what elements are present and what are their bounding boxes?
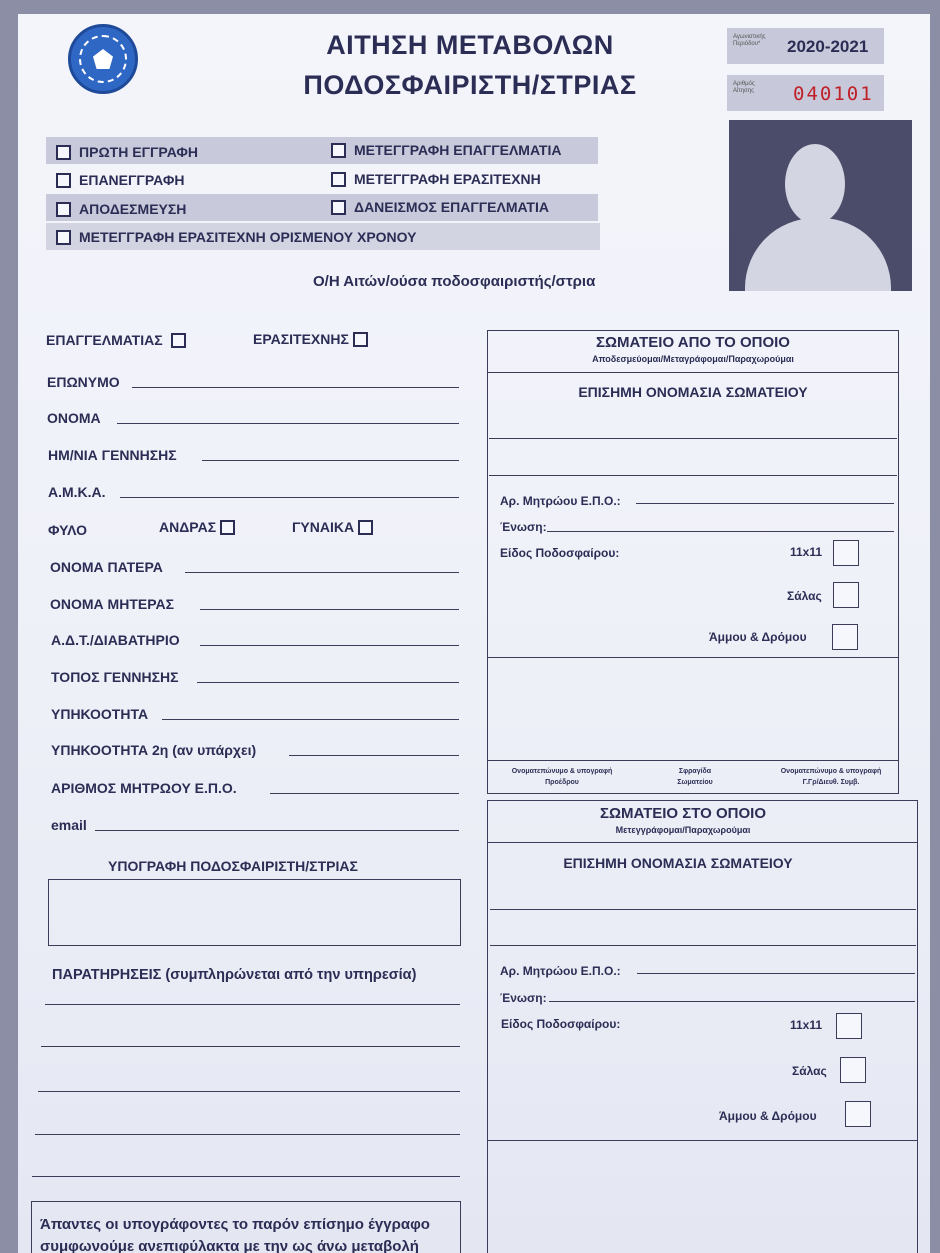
nationality-label: ΥΠΗΚΟΟΤΗΤΑ bbox=[51, 706, 149, 722]
option-transfer-amateur[interactable] bbox=[331, 171, 541, 187]
club-from-type-futsal-label: Σάλας bbox=[787, 589, 822, 603]
birthdate-label: ΗΜ/ΝΙΑ ΓΕΝΝΗΣΗΣ bbox=[48, 447, 177, 463]
photo-placeholder[interactable] bbox=[729, 120, 912, 291]
club-from-football-type-label: Είδος Ποδοσφαίρου: bbox=[500, 546, 620, 560]
checkbox[interactable] bbox=[171, 333, 186, 348]
amateur-label: ΕΡΑΣΙΤΕΧΝΗΣ bbox=[253, 331, 349, 347]
club-to-registry-label: Αρ. Μητρώου Ε.Π.Ο.: bbox=[500, 964, 621, 978]
club-from-type-11x11-checkbox[interactable] bbox=[833, 540, 859, 566]
club-from-type-futsal-checkbox[interactable] bbox=[833, 582, 859, 608]
option-first-registration[interactable] bbox=[56, 144, 198, 160]
sign-caption: Ονοματεπώνυμο & υπογραφή bbox=[780, 768, 882, 775]
club-from-union-label: Ένωση: bbox=[500, 520, 547, 534]
agreement-box bbox=[31, 1201, 461, 1253]
club-to-official-name-label: ΕΠΙΣΗΜΗ ΟΝΟΜΑΣΙΑ ΣΩΜΑΤΕΙΟΥ bbox=[563, 855, 793, 871]
checkbox[interactable] bbox=[353, 332, 368, 347]
option-label: ΔΑΝΕΙΣΜΟΣ ΕΠΑΓΓΕΛΜΑΤΙΑ bbox=[354, 199, 549, 215]
sign-caption: Γ.Γρ/Διευθ. Συμβ. bbox=[802, 779, 860, 786]
nationality2-label: ΥΠΗΚΟΟΤΗΤΑ 2η (αν υπάρχει) bbox=[51, 742, 257, 758]
male-label: ΑΝΔΡΑΣ bbox=[159, 519, 217, 535]
remarks-line[interactable] bbox=[41, 1046, 460, 1047]
application-number-label: Αριθμός Αίτησης bbox=[733, 81, 755, 94]
epo-registry-field[interactable] bbox=[270, 780, 459, 794]
remarks-line[interactable] bbox=[45, 1004, 460, 1005]
amka-label: Α.Μ.Κ.Α. bbox=[48, 484, 106, 500]
female-label: ΓΥΝΑΙΚΑ bbox=[292, 519, 355, 535]
club-to-title: ΣΩΜΑΤΕΙΟ ΣΤΟ ΟΠΟΙΟ bbox=[599, 805, 766, 822]
checkbox[interactable] bbox=[56, 202, 71, 217]
club-to-type-futsal-checkbox[interactable] bbox=[840, 1057, 866, 1083]
birthdate-field[interactable] bbox=[202, 447, 459, 461]
club-from-name-line[interactable] bbox=[489, 425, 897, 439]
surname-field[interactable] bbox=[132, 374, 459, 388]
applicant-title: Ο/Η Αιτών/ούσα ποδοσφαιριστής/στρια bbox=[313, 273, 596, 290]
birthplace-label: ΤΟΠΟΣ ΓΕΝΝΗΣΗΣ bbox=[51, 669, 179, 685]
remarks-line[interactable] bbox=[32, 1176, 460, 1177]
surname-label: ΕΠΩΝΥΜΟ bbox=[47, 374, 120, 390]
club-from-registry-field[interactable] bbox=[636, 490, 894, 504]
silhouette-body-icon bbox=[745, 218, 891, 291]
form-title-line2: ΠΟΔΟΣΦΑΙΡΙΣΤΗ/ΣΤΡΙΑΣ bbox=[303, 70, 637, 100]
amka-field[interactable] bbox=[120, 484, 459, 498]
remarks-line[interactable] bbox=[35, 1134, 460, 1135]
club-to-type-beach-checkbox[interactable] bbox=[845, 1101, 871, 1127]
amateur-option[interactable] bbox=[253, 331, 376, 347]
sign-caption: Ονοματεπώνυμο & υπογραφή bbox=[511, 768, 613, 775]
club-from-type-11x11-label: 11x11 bbox=[790, 545, 823, 559]
option-label: ΜΕΤΕΓΓΡΑΦΗ ΕΡΑΣΙΤΕΧΝΗ bbox=[354, 171, 541, 187]
id-passport-field[interactable] bbox=[200, 632, 459, 646]
club-from-type-beach-label: Άμμου & Δρόμου bbox=[709, 630, 807, 644]
mother-name-label: ΟΝΟΜΑ ΜΗΤΕΡΑΣ bbox=[50, 596, 175, 612]
club-from-sign-divider bbox=[488, 644, 898, 658]
name-label: ΟΝΟΜΑ bbox=[47, 410, 101, 426]
checkbox[interactable] bbox=[56, 230, 71, 245]
remarks-line[interactable] bbox=[38, 1091, 460, 1092]
nationality2-field[interactable] bbox=[289, 742, 459, 756]
checkbox[interactable] bbox=[331, 200, 346, 215]
sign-caption: Σφραγίδα bbox=[678, 768, 712, 775]
gender-label: ΦΥΛΟ bbox=[48, 522, 88, 538]
club-to-name-line[interactable] bbox=[490, 932, 916, 946]
option-label: ΕΠΑΝΕΓΓΡΑΦΗ bbox=[79, 172, 185, 188]
period-value[interactable]: 2020-2021 bbox=[787, 37, 869, 56]
club-to-sign-divider bbox=[488, 1127, 917, 1141]
option-label: ΠΡΩΤΗ ΕΓΓΡΑΦΗ bbox=[79, 144, 199, 160]
club-to-type-11x11-label: 11x11 bbox=[790, 1018, 823, 1032]
club-from-sign-line bbox=[488, 747, 898, 761]
period-label: Αγωνιστικής Περιόδου* bbox=[733, 34, 766, 47]
checkbox[interactable] bbox=[56, 173, 71, 188]
checkbox[interactable] bbox=[358, 520, 373, 535]
player-signature-box[interactable] bbox=[48, 879, 461, 946]
club-from-secretary-sign[interactable] bbox=[764, 766, 898, 788]
application-number-value: 040101 bbox=[793, 83, 874, 105]
father-name-field[interactable] bbox=[185, 559, 459, 573]
option-label: ΑΠΟΔΕΣΜΕΥΣΗ bbox=[79, 201, 187, 217]
checkbox[interactable] bbox=[220, 520, 235, 535]
club-from-subtitle: Αποδεσμεύομαι/Μεταγράφομαι/Παραχωρούμαι bbox=[592, 354, 794, 364]
mother-name-field[interactable] bbox=[200, 596, 459, 610]
option-transfer-professional[interactable] bbox=[331, 142, 561, 158]
application-number-box bbox=[727, 75, 884, 111]
female-option[interactable] bbox=[292, 519, 381, 535]
club-to-type-11x11-checkbox[interactable] bbox=[836, 1013, 862, 1039]
epo-registry-label: ΑΡΙΘΜΟΣ ΜΗΤΡΩΟΥ Ε.Π.Ο. bbox=[51, 780, 237, 796]
father-name-label: ΟΝΟΜΑ ΠΑΤΕΡΑ bbox=[50, 559, 163, 575]
club-from-official-name-label: ΕΠΙΣΗΜΗ ΟΝΟΜΑΣΙΑ ΣΩΜΑΤΕΙΟΥ bbox=[578, 384, 808, 400]
nationality-field[interactable] bbox=[162, 706, 459, 720]
checkbox[interactable] bbox=[331, 143, 346, 158]
email-field[interactable] bbox=[95, 817, 459, 831]
club-from-union-field[interactable] bbox=[547, 518, 894, 532]
form-title-line1: ΑΙΤΗΣΗ ΜΕΤΑΒΟΛΩΝ bbox=[326, 30, 614, 60]
club-from-seal[interactable] bbox=[660, 766, 730, 788]
checkbox[interactable] bbox=[331, 172, 346, 187]
club-to-union-label: Ένωση: bbox=[500, 991, 547, 1005]
club-to-type-futsal-label: Σάλας bbox=[792, 1064, 827, 1078]
sign-caption: Σωματείου bbox=[677, 779, 713, 786]
club-to-name-line[interactable] bbox=[490, 896, 916, 910]
period-box bbox=[727, 28, 884, 64]
silhouette-head-icon bbox=[785, 144, 845, 224]
birthplace-field[interactable] bbox=[197, 669, 459, 683]
option-release[interactable] bbox=[56, 201, 186, 217]
club-to-subtitle: Μετεγγράφομαι/Παραχωρούμαι bbox=[615, 825, 751, 835]
signature-title: ΥΠΟΓΡΑΦΗ ΠΟΔΟΣΦΑΙΡΙΣΤΗ/ΣΤΡΙΑΣ bbox=[108, 858, 358, 874]
option-label: ΜΕΤΕΓΓΡΑΦΗ ΕΡΑΣΙΤΕΧΝΗ ΟΡΙΣΜΕΝΟΥ ΧΡΟΝΟΥ bbox=[79, 229, 417, 245]
sign-caption: Προέδρου bbox=[545, 779, 579, 786]
name-field[interactable] bbox=[117, 410, 459, 424]
option-reregistration[interactable] bbox=[56, 172, 184, 188]
professional-label: ΕΠΑΓΓΕΛΜΑΤΙΑΣ bbox=[46, 332, 163, 348]
club-to-union-field[interactable] bbox=[549, 988, 915, 1002]
federation-logo bbox=[68, 24, 138, 94]
option-label: ΜΕΤΕΓΓΡΑΦΗ ΕΠΑΓΓΕΛΜΑΤΙΑ bbox=[354, 142, 562, 158]
male-option[interactable] bbox=[159, 519, 243, 535]
club-from-title: ΣΩΜΑΤΕΙΟ ΑΠΟ ΤΟ ΟΠΟΙΟ bbox=[596, 334, 790, 351]
option-loan-professional[interactable] bbox=[331, 199, 549, 215]
remarks-title: ΠΑΡΑΤΗΡΗΣΕΙΣ (συμπληρώνεται από την υπηρεσία) bbox=[52, 967, 417, 983]
option-transfer-amateur-fixed-term[interactable] bbox=[56, 229, 417, 245]
id-passport-label: Α.Δ.Τ./ΔΙΑΒΑΤΗΡΙΟ bbox=[51, 632, 180, 648]
club-from-name-line[interactable] bbox=[489, 462, 897, 476]
club-to-registry-field[interactable] bbox=[637, 960, 915, 974]
club-from-registry-label: Αρ. Μητρώου Ε.Π.Ο.: bbox=[500, 494, 621, 508]
professional-option[interactable] bbox=[46, 332, 194, 348]
email-label: email bbox=[51, 817, 87, 833]
agreement-line-1: Άπαντες οι υπογράφοντες το παρόν επίσημο έγγραφο bbox=[40, 1216, 430, 1233]
club-from-president-sign[interactable] bbox=[492, 766, 632, 788]
club-to-type-beach-label: Άμμου & Δρόμου bbox=[719, 1109, 817, 1123]
agreement-line-2: συμφωνούμε ανεπιφύλακτα με την ως άνω μεταβολή bbox=[40, 1238, 419, 1253]
club-to-football-type-label: Είδος Ποδοσφαίρου: bbox=[501, 1017, 621, 1031]
agreement-text bbox=[40, 1214, 430, 1253]
checkbox[interactable] bbox=[56, 145, 71, 160]
